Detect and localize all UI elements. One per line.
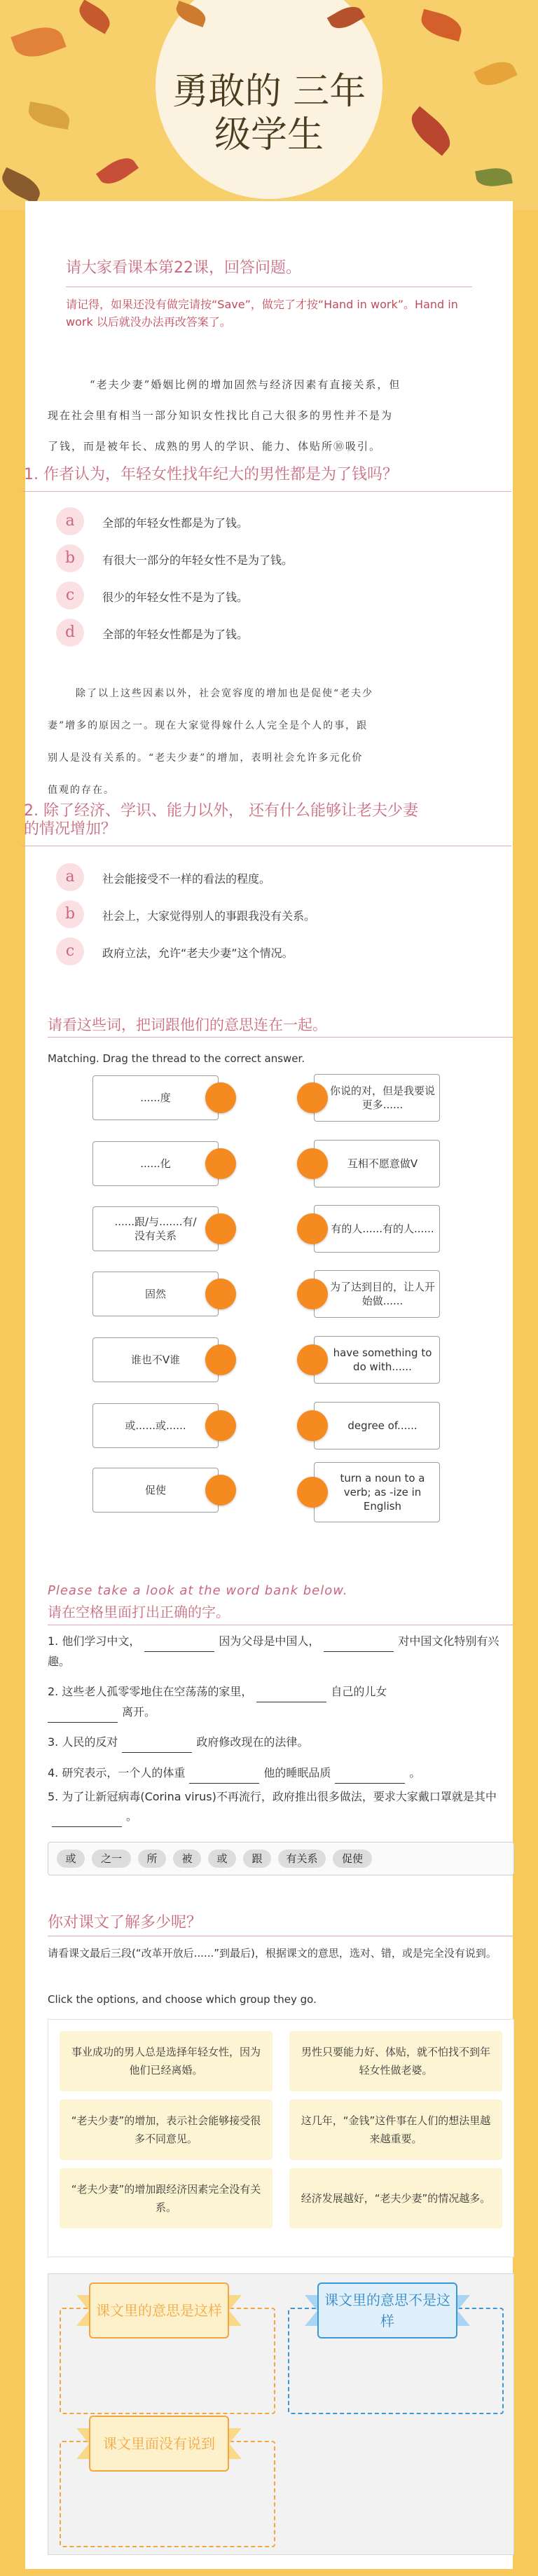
option-badge-a[interactable]: a [56,507,84,535]
match-left-item[interactable]: ......跟/与.......有/没有关系 [92,1206,219,1251]
match-right-item[interactable]: 有的人......有的人...... [314,1205,440,1253]
sentence-3 [48,1733,513,1753]
word-chip[interactable]: 或 [57,1850,85,1868]
match-thread-handle[interactable] [205,1475,236,1506]
match-left-item[interactable]: 或......或...... [92,1403,219,1448]
sentence-text: 自己的儿女 [331,1685,387,1698]
matching-instruction: Matching. Drag the thread to the correct answer. [48,1052,305,1065]
passage-line: 现在社会里有相当一部分知识女性找比自己大很多的男性并不是为 [48,409,394,422]
word-chip[interactable]: 有关系 [278,1850,326,1868]
ribbon-tail [457,2295,470,2326]
match-target-dot[interactable] [297,1344,328,1375]
option-text[interactable]: 政府立法，允许“老夫少妻”这个情况。 [102,946,294,960]
word-chip[interactable]: 跟 [243,1850,271,1868]
divider [21,491,511,492]
option-card[interactable]: 经济发展越好，“老夫少妻”的情况越多。 [289,2168,502,2229]
option-badge-c[interactable]: c [56,581,84,609]
question-2-title-line1: 2. 除了经济、学识、能力以外， 还有什么能够让老夫少妻 [24,802,418,820]
passage-line: 了钱，而是被年长、成熟的男人的学识、能力、体贴所⑩吸引。 [48,440,382,453]
match-left-item[interactable]: 固然 [92,1272,219,1316]
sentence-text: 2. 这些老人孤零零地住在空荡荡的家里， [48,1685,253,1698]
question-1-title: 1. 作者认为，年轻女性找年纪大的男性都是为了钱吗？ [24,466,398,483]
intro-note: 请记得，如果还没有做完请按“Save”，做完了才按“Hand in work”。Hand in work 以后就没办法再改答案了。 [66,298,458,329]
passage-line: 别人是没有关系的。“老夫少妻”的增加，表明社会允许多元化价 [48,752,364,764]
page-title-line1: 勇敢的 三年 [172,71,366,113]
match-left-item[interactable]: 谁也不V谁 [92,1337,219,1382]
sentence-text: 。 [409,1766,421,1779]
intro-heading: 请大家看课本第22课，回答问题。 [66,259,301,277]
blank-input[interactable] [324,1632,394,1652]
sentence-text: 对中国文化特别有兴趣。 [48,1634,499,1668]
option-card[interactable]: 事业成功的男人总是选择年轻女性，因为他们已经离婚。 [60,2031,273,2091]
sentence-text: 离开。 [122,1705,156,1719]
matching-heading: 请看这些词，把词跟他们的意思连在一起。 [48,1017,327,1033]
match-left-item[interactable]: ......度 [92,1075,219,1120]
passage-line: “老夫少妻”婚姻比例的增加固然与经济因素有直接关系，但 [90,378,401,391]
option-card[interactable]: 男性只要能力好、体贴，就不怕找不到年轻女性做老婆。 [289,2031,502,2091]
sentence-text: 4. 研究表示，一个人的体重 [48,1766,186,1779]
word-chip[interactable]: 促使 [333,1850,372,1868]
option-card[interactable]: “老夫少妻”的增加，表示社会能够接受很多不同意见。 [60,2100,273,2160]
option-text[interactable]: 全部的年轻女性都是为了钱。 [102,628,249,641]
word-chip[interactable]: 被 [173,1850,201,1868]
question-2-title [24,802,500,839]
sentence-text: 政府修改现在的法律。 [196,1735,309,1749]
sentence-4 [48,1763,513,1784]
ribbon-tail [229,2295,242,2326]
match-right-item[interactable]: degree of...... [314,1402,440,1449]
autumn-leaf-icon [475,165,513,189]
option-badge-a[interactable]: a [56,863,84,891]
match-left-item[interactable]: ......化 [92,1141,219,1186]
match-thread-handle[interactable] [205,1410,236,1441]
group-label-false: 课文里的意思不是这样 [317,2282,457,2339]
fill-heading-english: Please take a look at the word bank below. [48,1583,348,1598]
word-chip[interactable]: 所 [138,1850,166,1868]
match-target-dot[interactable] [297,1082,328,1113]
worksheet [25,201,513,2569]
match-right-item[interactable]: have something to do with...... [314,1336,440,1384]
blank-input[interactable] [144,1632,214,1652]
word-bank [48,1842,514,1875]
autumn-leaf-icon [96,152,139,190]
sentence-5 [48,1787,513,1827]
option-badge-d[interactable]: d [56,619,84,647]
match-right-item[interactable]: 为了达到目的，让人开始做...... [314,1270,440,1318]
option-text[interactable]: 很少的年轻女性不是为了钱。 [102,591,249,604]
category-area [48,2273,514,2555]
word-chip[interactable]: 之一 [92,1850,131,1868]
autumn-leaf-icon [74,0,114,34]
match-target-dot[interactable] [297,1410,328,1441]
match-right-item[interactable]: 互相不愿意做V [314,1140,440,1187]
sentence-text: 3. 人民的反对 [48,1735,118,1749]
passage-1 [48,369,503,462]
match-thread-handle[interactable] [205,1344,236,1375]
page-title [0,70,538,157]
question-2-title-line2: 的情况增加？ [24,820,117,838]
passage-line: 妻”增多的原因之一。现在大家觉得嫁什么人完全是个人的事，跟 [48,720,368,731]
blank-input[interactable] [52,1807,122,1827]
ribbon-tail [76,2428,89,2459]
divider [48,1037,513,1038]
match-right-item[interactable]: 你说的对，但是我要说更多...... [314,1074,440,1122]
blank-input[interactable] [189,1763,259,1784]
match-thread-handle[interactable] [205,1213,236,1244]
match-right-item[interactable]: turn a noun to a verb; as -ize in English [314,1462,440,1522]
option-card[interactable]: 这几年，“金钱”这件事在人们的想法里越来越重要。 [289,2100,502,2160]
option-text[interactable]: 全部的年轻女性都是为了钱。 [102,516,249,530]
match-target-dot[interactable] [297,1477,328,1508]
option-card[interactable]: “老夫少妻”的增加跟经济因素完全没有关系。 [60,2168,273,2229]
ribbon-tail [229,2428,242,2459]
categorize-heading: 你对课文了解多少呢？ [48,1914,202,1931]
match-target-dot[interactable] [297,1279,328,1309]
blank-input[interactable] [48,1702,118,1723]
passage-line: 值观的存在。 [48,785,115,796]
word-chip[interactable]: 或 [208,1850,236,1868]
ribbon-tail [76,2295,89,2326]
fill-heading-chinese: 请在空格里面打出正确的字。 [48,1604,230,1620]
option-badge-b[interactable]: b [56,544,84,572]
autumn-leaf-icon [11,20,66,64]
match-thread-handle[interactable] [205,1082,236,1113]
sentence-text: 1. 他们学习中文， [48,1634,141,1648]
blank-input[interactable] [335,1763,405,1784]
categorize-instruction-english: Click the options, and choose which group they go. [48,1993,317,2006]
categorize-instruction-chinese: 请看课文最后三段(“改革开放后......”到最后)，根据课文的意思，选对、错，或是完全没有说到。 [48,1947,497,1959]
blank-input[interactable] [256,1682,326,1702]
ribbon-tail [305,2295,317,2326]
option-badge-c[interactable]: c [56,937,84,965]
group-label-not-mentioned: 课文里面没有说到 [89,2416,229,2472]
passage-2 [48,677,503,806]
match-target-dot[interactable] [297,1213,328,1244]
sentence-1 [48,1632,513,1672]
match-target-dot[interactable] [297,1148,328,1179]
group-label-true: 课文里的意思是这样 [89,2282,229,2339]
sentence-text: 。 [126,1810,138,1823]
header-banner [0,0,538,210]
passage-line: 除了以上这些因素以外，社会宽容度的增加也是促使“老夫少 [76,688,374,699]
option-text[interactable]: 社会上，大家觉得别人的事跟我没有关系。 [102,909,316,923]
match-thread-handle[interactable] [205,1148,236,1179]
sentence-text: 因为父母是中国人， [219,1634,320,1648]
sentence-text: 他的睡眠品质 [263,1766,331,1779]
sentence-2 [48,1682,513,1723]
option-card-area [48,2019,514,2257]
autumn-leaf-icon [418,9,464,41]
blank-input[interactable] [122,1733,192,1753]
autumn-leaf-icon [0,167,45,205]
sentence-text: 5. 为了让新冠病毒(Corina virus)不再流行，政府推出很多做法，要求大家戴口罩就是其中 [48,1790,497,1803]
match-thread-handle[interactable] [205,1279,236,1309]
match-left-item[interactable]: 促使 [92,1468,219,1513]
page-title-line2: 级学生 [214,114,324,156]
option-badge-b[interactable]: b [56,900,84,928]
option-text[interactable]: 有很大一部分的年轻女性不是为了钱。 [102,553,294,567]
option-text[interactable]: 社会能接受不一样的看法的程度。 [102,872,271,886]
